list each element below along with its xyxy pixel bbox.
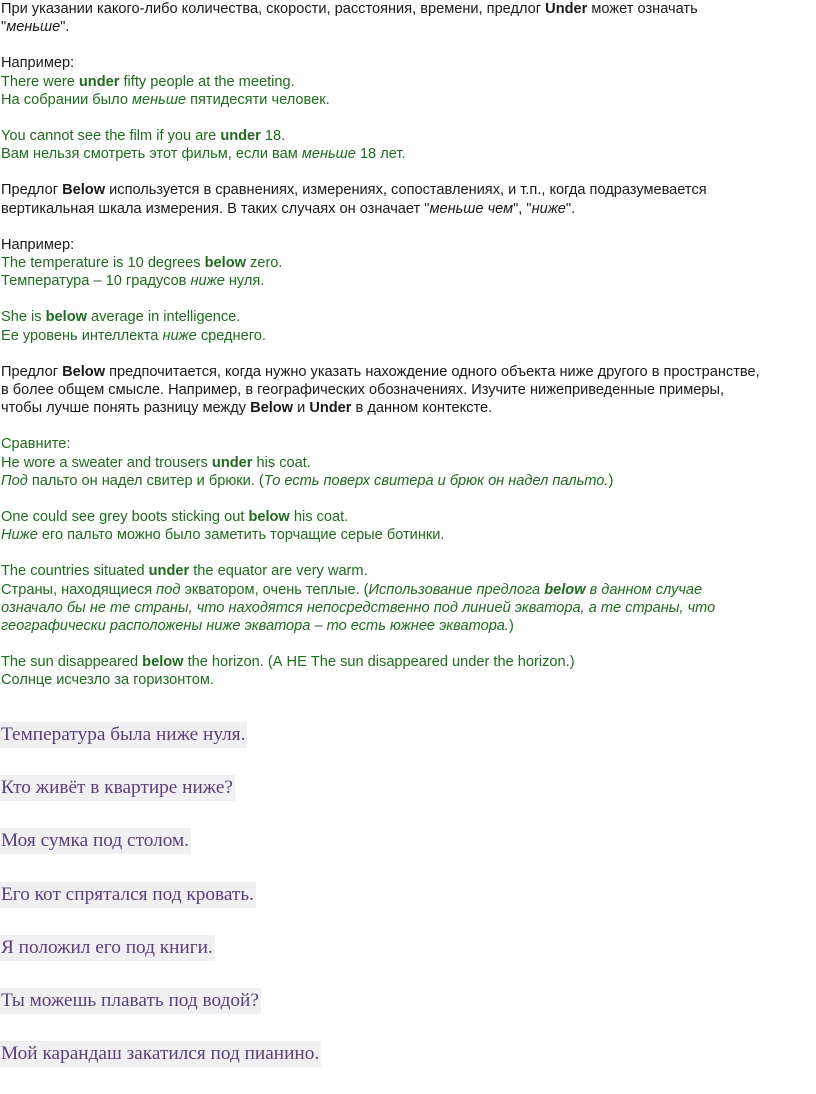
rule-line [1,181,813,199]
example-ru [1,599,813,617]
example-en [1,308,813,326]
example-ru [1,581,813,599]
text: нуля. [224,273,265,290]
text: предпочитается, когда нужно указать нахождение одного объекта ниже другого в пространстве, [105,363,760,380]
example-ru [1,327,813,345]
example-ru [1,472,813,490]
example-pair [1,508,813,544]
example-ru [1,145,813,163]
text: используется в сравнениях, измерениях, сопоставлениях, и т.п., когда подразумевается [105,182,707,199]
text: One could see grey boots sticking out [1,509,249,526]
keyword: under [211,454,253,471]
emphasis: означало бы не те страны, что находятся непосредственно под линией экватора, а те страны, что [1,599,716,616]
text: Предлог [1,182,63,199]
emphasis: меньше [301,146,356,163]
example-pair [1,127,813,163]
exercise-sentence: Кто живёт в квартире ниже? [0,775,235,801]
text: в данном контексте. [351,400,493,417]
text: There were [1,73,79,90]
example-en [1,653,813,671]
text: его пальто можно было заметить торчащие серые ботинки. [37,527,445,544]
text: среднего. [196,327,266,344]
keyword: Below [62,182,106,199]
example-pair [1,454,813,490]
exercise-item [0,828,816,881]
emphasis: Ниже [1,527,38,544]
rule-below-space [1,363,813,418]
text: The temperature is 10 degrees [1,255,205,272]
rule-line [1,399,813,417]
rule-line [1,18,813,36]
emphasis: меньше [6,19,61,36]
text: You cannot see the film if you are [1,128,221,145]
keyword: below [248,509,290,526]
emphasis: под [156,581,181,598]
emphasis: меньше чем [429,200,514,217]
example-en [1,562,813,580]
example-ru [1,91,813,109]
rule-under-quantity [1,0,813,36]
keyword: below [544,581,586,598]
emphasis: ниже [531,200,566,217]
example-group-1 [1,54,813,163]
emphasis: То есть поверх свитера и брюк он надел пальто. [263,472,609,489]
text: пальто он надел свитер и брюки. ( [27,472,264,489]
rule-line [1,200,813,218]
rule-line: в более общем смысле. Например, в географических обозначениях. Изучите нижеприведенные примеры, [1,382,725,399]
example-ru [1,272,813,290]
text: zero. [245,255,283,272]
text: ". [60,19,70,36]
keyword: below [142,654,184,671]
exercise-item [0,1041,816,1094]
exercise-sentence: Температура была ниже нуля. [0,722,247,748]
text: вертикальная шкала измерения. В таких случаях он означает " [1,200,430,217]
text: и [293,400,310,417]
emphasis: меньше [132,91,187,108]
text: She is [1,309,46,326]
exercise-sentence: Я положил его под книги. [0,935,215,961]
rule-line [1,0,813,18]
text: average in intelligence. [86,309,241,326]
text: 18. [260,128,286,145]
exercise-item [0,775,816,828]
text: ) [508,618,514,635]
text: ". [565,200,576,217]
emphasis: Использование предлога [368,581,545,598]
text: При указании какого-либо количества, скорости, расстояния, времени, предлог [1,1,546,17]
keyword: below [204,255,246,272]
keyword: under [148,563,190,580]
example-ru [1,526,813,544]
emphasis: в данном случае [585,581,703,598]
text: " [1,19,7,36]
example-en [1,508,813,526]
example-en [1,254,813,272]
example-ru: Солнце исчезло за горизонтом. [1,672,215,689]
text: The countries situated [1,563,149,580]
example-pair [1,562,813,635]
text: пятидесяти человек. [186,91,330,108]
text: Вам нельзя смотреть этот фильм, если вам [1,146,302,163]
text: На собрании было [1,91,132,108]
text: The sun disappeared [1,654,143,671]
text: 18 лет. [355,146,406,163]
example-group-2 [1,236,813,345]
exercise-sentence: Мой карандаш закатился под пианино. [0,1041,321,1067]
primer-label: Например: [1,236,75,253]
exercise-item [0,935,816,988]
text: Ее уровень интеллекта [1,327,163,344]
keyword: Below [250,400,294,417]
text: Температура – 10 градусов [1,273,191,290]
exercise-item [0,988,816,1041]
exercise-list [0,722,816,1094]
example-group-3 [1,435,813,689]
exercise-sentence: Моя сумка под столом. [0,828,191,854]
text: может означать [587,1,698,17]
example-en [1,127,813,145]
exercise-item [0,882,816,935]
keyword: under [220,128,261,145]
keyword: Below [62,363,106,380]
text: the equator are very warm. [189,563,368,580]
text: his coat. [289,509,349,526]
exercise-sentence: Его кот спрятался под кровать. [0,882,256,908]
keyword: Under [309,400,352,417]
text: ) [608,472,614,489]
example-pair [1,254,813,290]
example-pair [1,73,813,109]
text: his coat. [252,454,311,471]
text: the horizon. (А НЕ The sun disappeared under the horizon.) [183,654,575,671]
keyword: Under [545,1,588,17]
rule-line [1,363,813,381]
example-pair [1,308,813,344]
emphasis: Под [1,472,28,489]
exercise-item [0,722,816,775]
text: экватором, очень теплые. ( [180,581,369,598]
keyword: below [45,309,87,326]
text: fifty people at the meeting. [119,73,295,90]
example-ru [1,617,813,635]
emphasis: географически расположены ниже экватора – то есть южнее экватора. [1,618,509,635]
emphasis: ниже [162,327,197,344]
example-pair [1,653,813,689]
text: He wore a sweater and trousers [1,454,212,471]
example-en [1,73,813,91]
example-en [1,454,813,472]
primer-label: Например: [1,55,75,72]
text: Предлог [1,363,63,380]
exercise-sentence: Ты можешь плавать под водой? [0,988,261,1014]
text: чтобы лучше понять разницу между [1,400,251,417]
text: ", " [513,200,532,217]
keyword: under [78,73,120,90]
emphasis: ниже [190,273,225,290]
text: Страны, находящиеся [1,581,157,598]
rule-below-comparison [1,181,813,217]
compare-label: Сравните: [1,436,71,453]
